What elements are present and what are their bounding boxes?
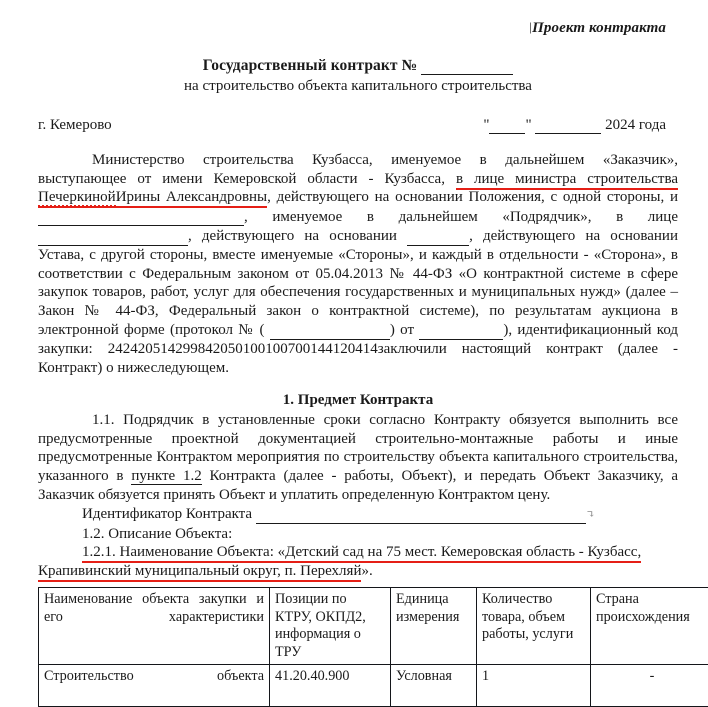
clause-1-2-1	[38, 543, 678, 580]
contract-identifier-line	[38, 504, 678, 525]
day-blank	[489, 116, 525, 134]
date-blanks	[483, 116, 678, 134]
page-title-label: Государственный контракт №	[203, 57, 418, 74]
preamble-text	[38, 151, 678, 377]
contract-identifier-label: Идентификатор Контракта	[82, 506, 252, 522]
cell-ktru-code: 41.20.40.900	[270, 665, 391, 707]
clause-1-1-text-b: Контракта (далее - работы, Объект), и передать Объект Заказчику, а Заказчик обязуется принять Объект и уплатить определенную Контрактом цену.	[38, 468, 678, 503]
minister-name-underlined	[38, 189, 267, 208]
editor-caret-mark: ↴	[586, 509, 595, 521]
preamble-seg-6: ) от	[390, 322, 414, 338]
minister-surname-spellcheck: Печеркиной	[38, 189, 116, 207]
preamble-seg-4: , действующего на основании	[188, 228, 397, 244]
table-header-name: Наименование объекта закупки и его характеристики	[39, 588, 270, 665]
table-row	[39, 665, 708, 707]
city-label: г. Кемерово	[38, 117, 112, 134]
table-header-country: Страна происхождения	[591, 588, 708, 665]
page-subtitle: на строительство объекта капитального строительства	[38, 78, 678, 95]
preamble-seg-5: , действующего на основании Устава, с другой стороны, вместе именуемые «Стороны», и каждый в отдельности - «Сторона», в соответствии с Федеральным законом от 05.04.2013 № 44-ФЗ «О контрактной системе в сфере закупок товаров, работ, услуг для обеспечения государственных и муниципальных нужд» (далее – Закон № 44-ФЗ, Федеральный закон о контрактной системе), по результатам аукциона в электронной форме (протокол № (	[38, 228, 678, 338]
preamble-seg-1: Министерство строительства Кузбасса, именуемое в дальнейшем «Заказчик», выступающее от имени Кемеровской области - Кузбасса,	[38, 152, 678, 187]
protocol-date-blank	[419, 320, 503, 340]
quote-close: "	[525, 117, 531, 133]
cell-unit: Условная	[391, 665, 477, 707]
cell-country: -	[591, 665, 708, 707]
title-block	[38, 56, 678, 95]
clause-1-2-crossref-link[interactable]: пункте 1.2	[131, 468, 201, 485]
object-name-part-1: Детский сад на 75 мест. Кемеровская область - Кузбасс,	[285, 544, 641, 560]
protocol-number-blank	[270, 320, 390, 340]
object-name-part-2: Крапивинский муниципальный округ, п. Перехляй	[38, 563, 361, 582]
preamble-seg-7: ), идентификационный код закупки:	[38, 322, 678, 357]
contract-identifier-blank	[256, 504, 586, 524]
clause-1-2-1-prefix: 1.2.1. Наименование Объекта: «	[82, 544, 285, 560]
procurement-code: 242420514299842050100100700144120414	[108, 341, 378, 357]
clause-1-2	[38, 525, 678, 544]
table-header-ktru: Позиции по КТРУ, ОКПД2, информация о ТРУ	[270, 588, 391, 665]
clause-1-2-1-suffix: ».	[361, 563, 372, 579]
clause-1-2-1-line-1	[82, 544, 641, 563]
draft-contract-stamp-label: Проект контракта	[532, 20, 666, 36]
section-1-body	[38, 411, 678, 580]
table-header-row	[39, 588, 708, 665]
cell-object-name: Строительство объекта	[39, 665, 270, 707]
stray-mark: |	[528, 19, 532, 34]
contractor-name-blank	[38, 207, 244, 227]
clause-1-1	[38, 411, 678, 504]
minister-given-names: Ирины Александровны	[116, 189, 267, 205]
draft-contract-stamp	[38, 0, 678, 37]
preamble-paragraph	[38, 151, 678, 377]
contract-number-blank	[421, 56, 513, 75]
preamble-seg-3: , именуемое в дальнейшем «Подрядчик», в лице	[244, 209, 678, 225]
contractor-basis-blank	[407, 226, 469, 246]
year-label: 2024 года	[605, 117, 666, 133]
preamble-seg-8: заключили настоящий контракт (далее - Контракт) о нижеследующем.	[38, 341, 678, 376]
table-header-unit: Единица измерения	[391, 588, 477, 665]
cell-quantity: 1	[477, 665, 591, 707]
table-header-quantity: Количество товара, объем работы, услуги	[477, 588, 591, 665]
procurement-object-table	[38, 587, 708, 706]
minister-role-underlined: в лице министра строительства	[456, 171, 678, 190]
clause-1-1-text-a: 1.1. Подрядчик в установленные сроки согласно Контракту обязуется выполнить все предусмотренные проектной документацией строительно-монтажные работы и иные предусмотренные Контрактом мероприятия по строительству объекта капитального строительства, указанного в	[38, 412, 678, 484]
page-title	[38, 56, 678, 75]
month-blank	[535, 116, 601, 134]
section-1-heading: 1. Предмет Контракта	[38, 392, 678, 409]
clause-1-2-text: 1.2. Описание Объекта:	[82, 526, 232, 542]
place-date-row	[38, 116, 678, 134]
quote-open: "	[483, 117, 489, 133]
contractor-rep-blank	[38, 226, 188, 246]
preamble-seg-2: , действующего на основании Положения, с одной стороны, и	[267, 189, 678, 205]
